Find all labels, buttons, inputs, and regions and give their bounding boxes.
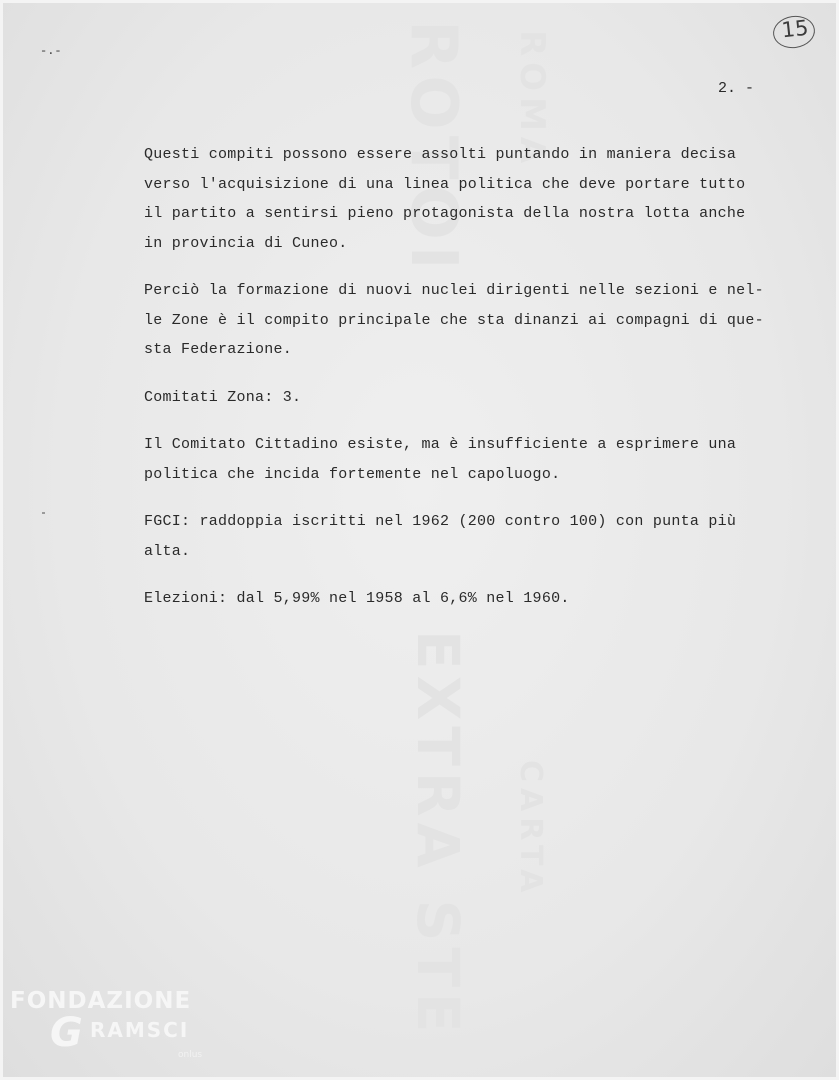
text-line: verso l'acquisizione di una linea politica che deve portare tutto: [144, 175, 746, 193]
text-line: politica che incida fortemente nel capoluogo.: [144, 465, 561, 483]
archive-number: 15: [780, 15, 810, 43]
logo-text: FONDAZIONE: [10, 988, 192, 1014]
paragraph: [144, 276, 824, 365]
text-line: Elezioni: dal 5,99% nel 1958 al 6,6% nel 1960.: [144, 590, 570, 607]
text-line: alta.: [144, 542, 191, 560]
text-line: le Zone è il compito principale che sta dinanzi ai compagni di que-: [144, 311, 764, 329]
text-line: Perciò la formazione di nuovi nuclei dirigenti nelle sezioni e nel-: [144, 282, 764, 299]
bleed-through-text: ROTOI: [396, 20, 470, 276]
text-line: sta Federazione.: [144, 341, 293, 358]
text-line: FGCI: raddoppia iscritti nel 1962 (200 contro 100) con punta più: [144, 513, 737, 530]
margin-dot: [42, 512, 45, 514]
text-line: Questi compiti possono essere assolti puntando in maniera decisa: [144, 146, 737, 163]
text-line: il partito a sentirsi pieno protagonista della nostra lotta anche: [144, 205, 746, 222]
corner-mark: -.-: [40, 44, 62, 58]
document-body: [144, 140, 824, 632]
text-line: Il Comitato Cittadino esiste, ma è insufficiente a esprimere una: [144, 436, 737, 453]
logo-subtext: onlus: [178, 1050, 203, 1060]
bleed-through-text: CARTA: [513, 760, 548, 899]
paragraph: [144, 383, 824, 413]
logo-letter: G: [50, 1010, 83, 1056]
bleed-through-text: EXTRA STE: [404, 630, 472, 1039]
logo-text: RAMSCI: [90, 1018, 190, 1042]
fondazione-gramsci-logo: [10, 988, 230, 1078]
text-line: in provincia di Cuneo.: [144, 234, 348, 252]
paragraph: [144, 507, 824, 566]
bleed-through-text: ROMA: [512, 30, 552, 170]
paragraph: [144, 430, 824, 489]
page-number: 2. -: [718, 80, 755, 97]
archive-stamp: [771, 14, 817, 50]
paragraph: [144, 140, 824, 258]
paragraph: [144, 584, 824, 614]
text-line: Comitati Zona: 3.: [144, 388, 302, 406]
